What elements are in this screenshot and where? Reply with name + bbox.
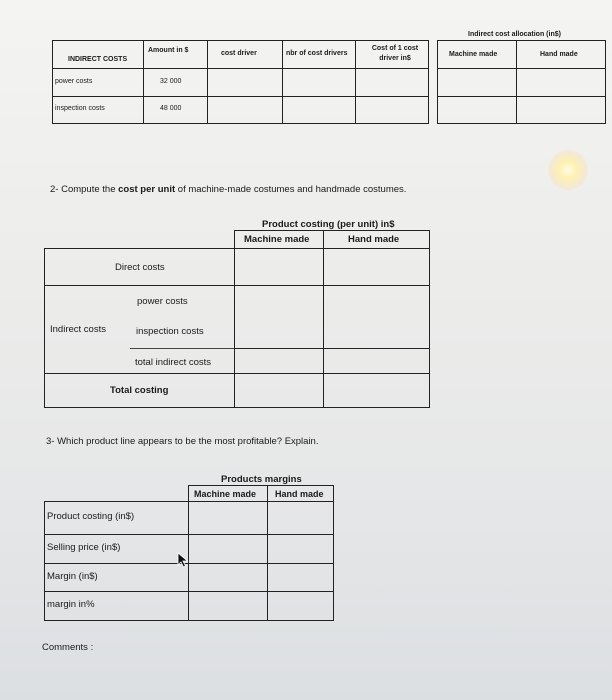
col-header-nbr-cost-drivers: nbr of cost drivers bbox=[286, 50, 348, 57]
amount-inspection-costs: 48 000 bbox=[160, 105, 182, 112]
label-direct-costs: Direct costs bbox=[115, 262, 165, 273]
input-cell[interactable] bbox=[355, 96, 429, 124]
col-header-amount: Amount in $ bbox=[148, 47, 189, 54]
question-2-prefix: 2- Compute the bbox=[50, 184, 119, 195]
product-costing-title: Product costing (per unit) in$ bbox=[262, 219, 395, 230]
input-cell[interactable] bbox=[188, 563, 268, 592]
row-label-selling-price: Selling price (in$) bbox=[47, 542, 121, 553]
label-total-indirect-costs: total indirect costs bbox=[135, 357, 212, 368]
question-2 bbox=[50, 184, 406, 195]
input-cell[interactable] bbox=[234, 285, 324, 349]
label-total-costing: Total costing bbox=[110, 385, 169, 396]
divider bbox=[44, 373, 235, 374]
input-cell[interactable] bbox=[437, 96, 517, 124]
row-label-product-costing: Product costing (in$) bbox=[47, 511, 135, 522]
col-header-machine-made: Machine made bbox=[194, 489, 257, 499]
amount-power-costs: 32 000 bbox=[160, 78, 182, 85]
input-cell[interactable] bbox=[323, 373, 430, 408]
mouse-cursor-icon bbox=[177, 552, 189, 568]
row-label-margin: Margin (in$) bbox=[47, 571, 98, 582]
products-margins-title: Products margins bbox=[221, 474, 302, 485]
input-cell[interactable] bbox=[207, 96, 283, 124]
input-cell[interactable] bbox=[282, 96, 356, 124]
input-cell[interactable] bbox=[267, 563, 334, 592]
col-header-hand-made: Hand made bbox=[348, 234, 400, 245]
input-cell[interactable] bbox=[188, 591, 268, 621]
col-header-hand-made: Hand made bbox=[275, 489, 324, 499]
input-cell[interactable] bbox=[188, 534, 268, 564]
allocation-title: Indirect cost allocation (in$) bbox=[468, 31, 561, 38]
col-header-cost-per-driver: Cost of 1 cost driver in$ bbox=[371, 45, 419, 62]
divider bbox=[130, 348, 235, 349]
header-cell bbox=[52, 40, 144, 69]
input-cell[interactable] bbox=[188, 501, 268, 535]
light-glare bbox=[548, 150, 588, 190]
label-inspection-costs: inspection costs bbox=[136, 326, 204, 337]
input-cell[interactable] bbox=[323, 285, 430, 349]
col-header-machine-made: Machine made bbox=[449, 51, 498, 58]
question-2-suffix: of machine-made costumes and handmade costumes. bbox=[175, 184, 407, 195]
input-cell[interactable] bbox=[234, 373, 324, 408]
input-cell[interactable] bbox=[234, 248, 324, 286]
input-cell[interactable] bbox=[516, 68, 606, 97]
question-2-bold: cost per unit bbox=[118, 184, 176, 195]
input-cell[interactable] bbox=[355, 68, 429, 97]
input-cell[interactable] bbox=[323, 248, 430, 286]
input-cell[interactable] bbox=[234, 348, 324, 374]
input-cell[interactable] bbox=[323, 348, 430, 374]
col-header-machine-made: Machine made bbox=[244, 234, 310, 245]
divider bbox=[44, 285, 235, 286]
input-cell[interactable] bbox=[437, 68, 517, 97]
col-header-hand-made: Hand made bbox=[540, 51, 578, 58]
comments-label: Comments : bbox=[42, 642, 94, 653]
input-cell[interactable] bbox=[282, 68, 356, 97]
col-header-indirect-costs: INDIRECT COSTS bbox=[68, 56, 128, 63]
header-cell bbox=[143, 40, 208, 69]
input-cell[interactable] bbox=[267, 501, 334, 535]
row-label-power-costs: power costs bbox=[55, 78, 93, 85]
input-cell[interactable] bbox=[516, 96, 606, 124]
col-header-cost-driver: cost driver bbox=[221, 50, 257, 57]
input-cell[interactable] bbox=[267, 591, 334, 621]
question-3: 3- Which product line appears to be the most profitable? Explain. bbox=[46, 436, 319, 447]
row-label-inspection-costs: inspection costs bbox=[55, 105, 105, 112]
row-label-margin-percent: margin in% bbox=[47, 599, 95, 610]
label-power-costs: power costs bbox=[137, 296, 188, 307]
label-indirect-costs: Indirect costs bbox=[50, 324, 106, 335]
input-cell[interactable] bbox=[267, 534, 334, 564]
input-cell[interactable] bbox=[207, 68, 283, 97]
